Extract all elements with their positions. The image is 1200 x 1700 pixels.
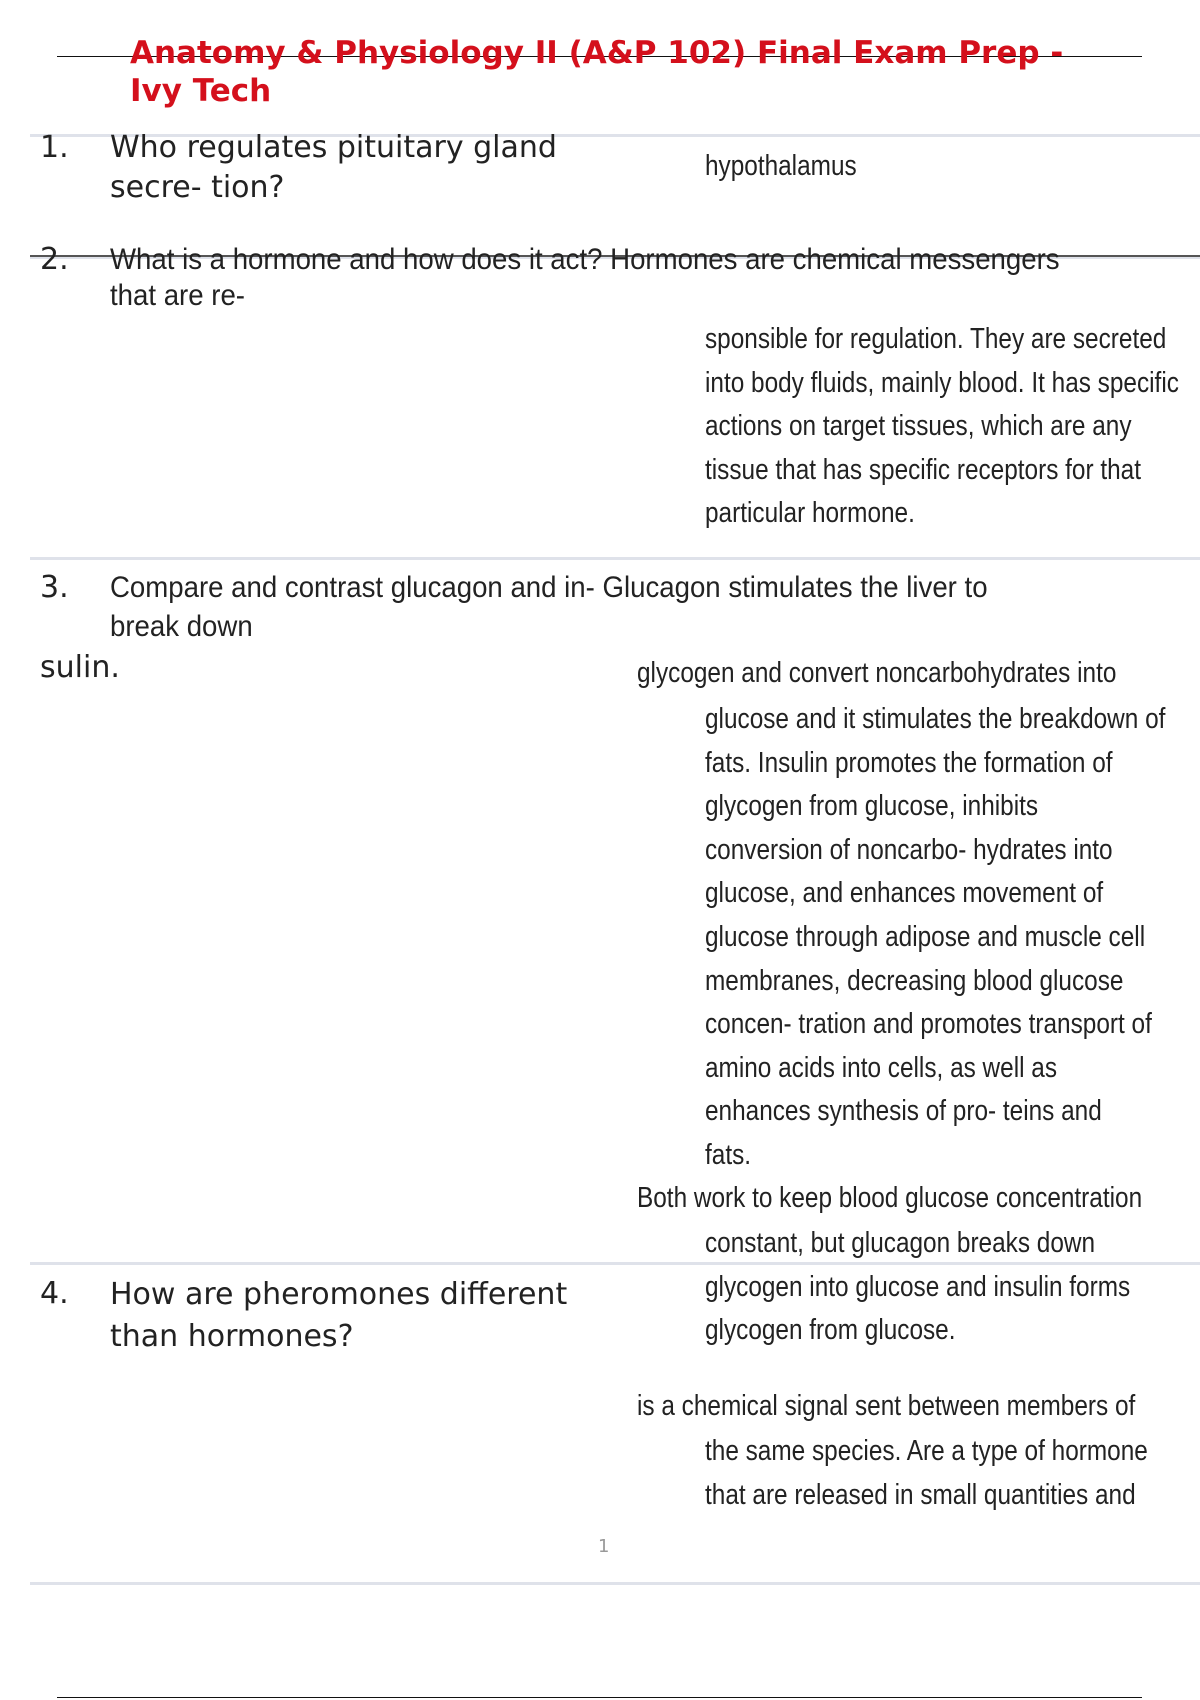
question-line: Who regulates pituitary gland — [110, 130, 557, 165]
answer-text — [705, 1430, 1148, 1517]
answer-line: glycogen from glucose, inhibits — [705, 790, 1039, 823]
item-number: 3. — [40, 570, 69, 605]
row-divider — [30, 557, 1200, 560]
question-continuation: that are re- — [110, 279, 245, 312]
question-text — [110, 128, 557, 208]
answer-line: constant, but glucagon breaks down — [705, 1227, 1096, 1259]
question-line: than hormones? — [110, 1319, 354, 1354]
document-title-line2: Ivy Tech — [130, 73, 272, 109]
answer-line: glucose, and enhances movement of — [705, 877, 1104, 910]
question-tail: sulin. — [40, 650, 120, 685]
question-continuation: break down — [110, 610, 253, 643]
answer-text — [705, 698, 1165, 1178]
answer-line: fats. Insulin promotes the formation of — [705, 746, 1113, 779]
question-line: secre- tion? — [110, 170, 285, 205]
answer-line: amino acids into cells, as well as — [705, 1051, 1058, 1084]
answer-text — [705, 318, 1179, 536]
answer-first-line: glycogen and convert noncarbohydrates into — [637, 657, 1117, 689]
question-text — [110, 240, 1060, 280]
answer-second-first-line: Both work to keep blood glucose concentration — [637, 1182, 1143, 1214]
answer-text: hypothalamus — [705, 150, 857, 182]
answer-line: actions on target tissues, which are any — [705, 410, 1132, 443]
answer-line: tissue that has specific receptors for that — [705, 453, 1141, 486]
answer-first-line: is a chemical signal sent between members of — [637, 1390, 1136, 1422]
answer-line: glycogen from glucose. — [705, 1314, 956, 1347]
answer-line: membranes, decreasing blood glucose — [705, 964, 1124, 997]
question-line: What is a hormone and how does it act? Hormones are chemical messengers — [110, 243, 1060, 276]
row-divider — [30, 1262, 1200, 1265]
answer-line: into body fluids, mainly blood. It has specific — [705, 366, 1179, 399]
answer-line: particular hormone. — [705, 497, 915, 530]
item-number: 1. — [40, 130, 69, 165]
item-number: 2. — [40, 242, 69, 277]
question-text — [110, 568, 988, 608]
document-title-line1: Anatomy & Physiology II (A&P 102) Final Exam Prep - — [130, 35, 1064, 71]
footer-rule — [57, 1697, 1142, 1698]
answer-line: conversion of noncarbo- hydrates into — [705, 833, 1113, 866]
question-text — [110, 1274, 567, 1358]
answer-line: enhances synthesis of pro- teins and — [705, 1095, 1102, 1128]
question-line: How are pheromones different — [110, 1277, 568, 1312]
document-title — [130, 34, 1110, 110]
row-divider — [30, 1582, 1200, 1585]
question-line: Compare and contrast glucagon and in- Glucagon stimulates the liver to — [110, 571, 988, 604]
answer-line: the same species. Are a type of hormone — [705, 1435, 1148, 1467]
answer-line: sponsible for regulation. They are secreted — [705, 323, 1167, 355]
answer-line: fats. — [705, 1138, 752, 1171]
answer-line: that are released in small quantities and — [705, 1478, 1136, 1511]
answer-line: glucose through adipose and muscle cell — [705, 920, 1146, 953]
item-number: 4. — [40, 1276, 69, 1311]
answer-line: glucose and it stimulates the breakdown of — [705, 703, 1166, 735]
answer-line: glycogen into glucose and insulin forms — [705, 1270, 1131, 1303]
answer-line: concen- tration and promotes transport of — [705, 1008, 1152, 1041]
answer-second-text — [705, 1222, 1130, 1353]
page-number: 1 — [598, 1536, 610, 1557]
